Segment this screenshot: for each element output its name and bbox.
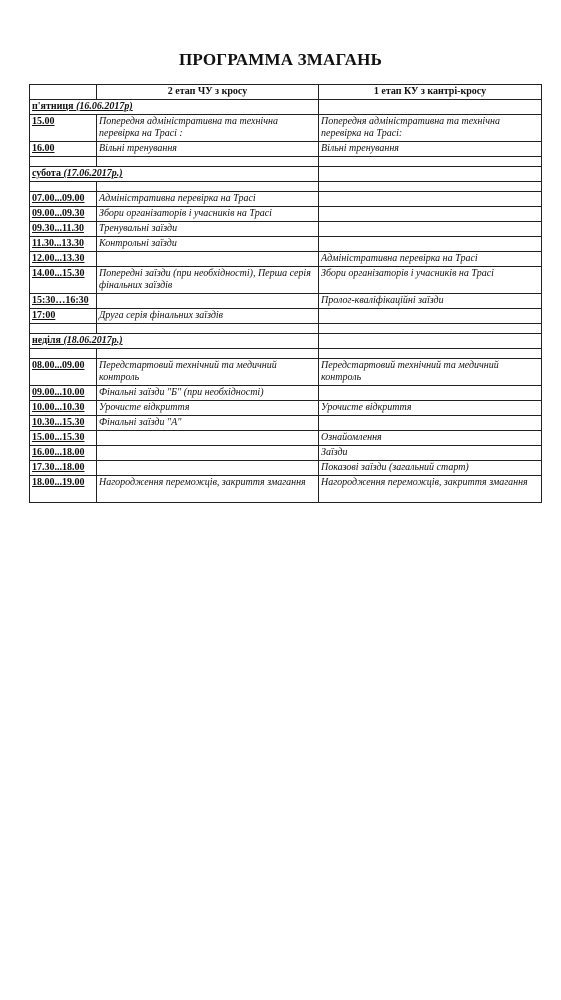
day-header-row [30, 100, 542, 115]
event-cell-stage-b: Вільні тренування [319, 142, 542, 157]
time-cell: 09.00...09.30 [30, 207, 97, 222]
day-header-row [30, 167, 542, 182]
table-row [30, 386, 542, 401]
event-cell-stage-b: Адміністративна перевірка на Трасі [319, 252, 542, 267]
time-cell: 16.00 [30, 142, 97, 157]
event-cell-stage-b [319, 309, 542, 324]
empty-cell [319, 100, 542, 115]
time-cell: 09.30...11.30 [30, 222, 97, 237]
event-cell-stage-b [319, 237, 542, 252]
column-header-time [30, 85, 97, 100]
table-row [30, 267, 542, 294]
time-cell: 09.00...10.00 [30, 386, 97, 401]
event-cell-stage-b: Ознайомлення [319, 431, 542, 446]
event-cell-stage-a [97, 446, 319, 461]
table-row [30, 461, 542, 476]
table-row [30, 416, 542, 431]
event-cell-stage-a [97, 294, 319, 309]
time-cell: 07.00...09.00 [30, 192, 97, 207]
event-cell-stage-b: Збори організаторів і учасників на Трасі [319, 267, 542, 294]
day-name: субота [32, 168, 61, 179]
table-row [30, 476, 542, 503]
table-row [30, 359, 542, 386]
table-row [30, 294, 542, 309]
page-title: ПРОГРАММА ЗМАГАНЬ [178, 50, 383, 69]
event-cell-stage-a: Друга серія фінальних заїздів [97, 309, 319, 324]
event-cell-stage-b: Урочисте відкриття [319, 401, 542, 416]
event-cell-stage-a [97, 431, 319, 446]
time-cell: 12.00...13.30 [30, 252, 97, 267]
event-cell-stage-a: Тренувальні заїзди [97, 222, 319, 237]
schedule-table [29, 84, 542, 503]
time-cell: 15.00...15.30 [30, 431, 97, 446]
event-cell-stage-b: Попередня адміністративна та технічна перевірка на Трасі: [319, 115, 542, 142]
time-cell: 08.00...09.00 [30, 359, 97, 386]
day-name: неділя [32, 335, 61, 346]
table-row [30, 207, 542, 222]
spacer-row [30, 182, 542, 192]
event-cell-stage-b [319, 416, 542, 431]
day-label [30, 100, 319, 115]
table-row [30, 252, 542, 267]
day-date: (17.06.2017р.) [63, 168, 123, 179]
day-label [30, 167, 319, 182]
event-cell-stage-b [319, 207, 542, 222]
event-cell-stage-b: Нагородження переможців, закриття змагання [319, 476, 542, 503]
day-label [30, 334, 319, 349]
day-date: (18.06.2017р.) [63, 335, 123, 346]
event-cell-stage-b [319, 386, 542, 401]
table-row [30, 192, 542, 207]
time-cell: 18.00...19.00 [30, 476, 97, 503]
time-cell: 10.30...15.30 [30, 416, 97, 431]
day-name: п'ятниця [32, 101, 74, 112]
event-cell-stage-a: Нагородження переможців, закриття змагання [97, 476, 319, 503]
table-row [30, 401, 542, 416]
table-row [30, 446, 542, 461]
event-cell-stage-a: Контрольні заїзди [97, 237, 319, 252]
event-cell-stage-a: Фінальні заїзди "Б" (при необхідності) [97, 386, 319, 401]
spacer-row [30, 349, 542, 359]
event-cell-stage-a: Збори організаторів і учасників на Трасі [97, 207, 319, 222]
table-row [30, 431, 542, 446]
event-cell-stage-a [97, 252, 319, 267]
event-cell-stage-b: Показові заїзди (загальний старт) [319, 461, 542, 476]
event-cell-stage-a [97, 461, 319, 476]
event-cell-stage-a: Передстартовий технічний та медичний контроль [97, 359, 319, 386]
spacer-row [30, 157, 542, 167]
time-cell: 14.00...15.30 [30, 267, 97, 294]
day-date: (16.06.2017р) [76, 101, 133, 112]
table-row [30, 115, 542, 142]
empty-cell [319, 167, 542, 182]
time-cell: 15:30…16:30 [30, 294, 97, 309]
event-cell-stage-a: Фінальні заїзди "А" [97, 416, 319, 431]
event-cell-stage-b: Передстартовий технічний та медичний контроль [319, 359, 542, 386]
time-cell: 15.00 [30, 115, 97, 142]
time-cell: 17.30...18.00 [30, 461, 97, 476]
event-cell-stage-a: Попередня адміністративна та технічна перевірка на Трасі : [97, 115, 319, 142]
event-cell-stage-b [319, 222, 542, 237]
table-header-row [30, 85, 542, 100]
time-cell: 16.00...18.00 [30, 446, 97, 461]
event-cell-stage-a: Адміністративна перевірка на Трасі [97, 192, 319, 207]
event-cell-stage-b: Пролог-кваліфікаційні заїзди [319, 294, 542, 309]
time-cell: 10.00...10.30 [30, 401, 97, 416]
event-cell-stage-a: Попередні заїзди (при необхідності), Перша серія фінальних заїздів [97, 267, 319, 294]
column-header-stage-a: 2 етап ЧУ з кросу [97, 85, 319, 100]
table-row [30, 222, 542, 237]
event-cell-stage-b: Заїзди [319, 446, 542, 461]
table-row [30, 309, 542, 324]
empty-cell [319, 334, 542, 349]
table-row [30, 142, 542, 157]
event-cell-stage-a: Урочисте відкриття [97, 401, 319, 416]
day-header-row [30, 334, 542, 349]
time-cell: 17:00 [30, 309, 97, 324]
event-cell-stage-b [319, 192, 542, 207]
spacer-row [30, 324, 542, 334]
time-cell: 11.30...13.30 [30, 237, 97, 252]
table-row [30, 237, 542, 252]
column-header-stage-b: 1 етап КУ з кантрі-кросу [319, 85, 542, 100]
event-cell-stage-a: Вільні тренування [97, 142, 319, 157]
